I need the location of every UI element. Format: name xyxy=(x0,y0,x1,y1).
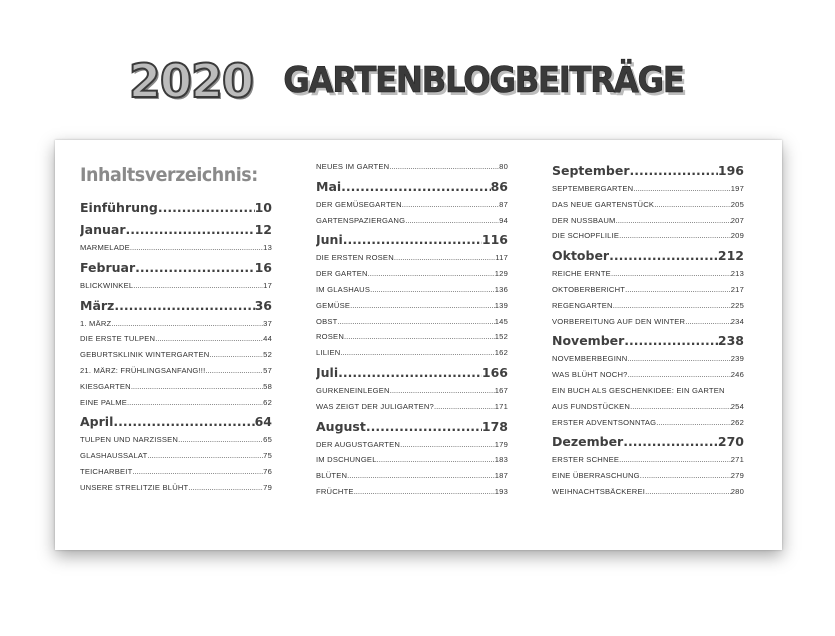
dot-leader xyxy=(633,181,730,197)
toc-entry-row xyxy=(316,329,508,345)
toc-entry-row xyxy=(316,314,508,330)
page-title xyxy=(0,54,835,108)
month-title: Oktober xyxy=(552,248,610,264)
entry-title: GLASHAUSSALAT xyxy=(80,451,148,461)
dot-leader xyxy=(389,159,499,175)
dot-leader xyxy=(613,298,731,314)
toc-month-row xyxy=(316,230,508,250)
entry-title: DER NUSSBAUM xyxy=(552,215,616,225)
toc-entry-row xyxy=(80,363,272,379)
page-number: 212 xyxy=(717,248,744,264)
dot-leader xyxy=(205,363,263,379)
month-title: August xyxy=(316,418,366,434)
entry-title: REGENGARTEN xyxy=(552,300,613,310)
month-title: Juli xyxy=(316,364,339,380)
toc-entry-row xyxy=(80,395,272,411)
page-number: 171 xyxy=(494,401,508,411)
toc-entry-row xyxy=(552,484,744,500)
page-number: 16 xyxy=(254,259,272,275)
toc-month-row xyxy=(316,363,508,383)
toc-entry-row xyxy=(552,452,744,468)
entry-title: IM GLASHAUS xyxy=(316,284,371,294)
entry-title: BLICKWINKEL xyxy=(80,280,134,290)
entry-title: KIESGARTEN xyxy=(80,381,131,391)
toc-month-row xyxy=(80,412,272,432)
dot-leader xyxy=(400,437,495,453)
toc-month-row xyxy=(316,177,508,197)
toc-entry-row xyxy=(316,484,508,500)
toc-column-1 xyxy=(80,140,272,496)
page-number: 279 xyxy=(730,471,744,481)
entry-title: DER GEMÜSEGARTEN xyxy=(316,199,402,209)
entry-title: DER GARTEN xyxy=(316,269,368,279)
toc-month-row xyxy=(552,161,744,181)
dot-leader xyxy=(685,314,730,330)
entry-title: NOVEMBERBEGINN xyxy=(552,354,628,364)
dot-leader xyxy=(623,432,718,452)
entry-title: EIN BUCH ALS GESCHENKIDEE: EIN GARTEN xyxy=(552,385,725,395)
title-year: 2020 xyxy=(128,54,253,108)
page-number: 44 xyxy=(263,334,272,344)
toc-entry-row xyxy=(552,197,744,213)
entry-title: 1. MÄRZ xyxy=(80,318,112,328)
page-number: 213 xyxy=(730,269,744,279)
dot-leader xyxy=(114,296,254,316)
entry-title: OBST xyxy=(316,316,338,326)
dot-leader xyxy=(337,314,494,330)
page-number: 136 xyxy=(494,284,508,294)
toc-entry-row xyxy=(316,282,508,298)
entry-title: 21. MÄRZ: FRÜHLINGSANFANG!!! xyxy=(80,365,206,375)
toc-month-row xyxy=(80,198,272,218)
toc-entry-row xyxy=(552,383,744,399)
dot-leader xyxy=(125,220,254,240)
page-number: 65 xyxy=(263,435,272,445)
entry-title: FRÜCHTE xyxy=(316,486,354,496)
dot-leader xyxy=(130,240,263,256)
dot-leader xyxy=(209,347,263,363)
page-number: 183 xyxy=(494,455,508,465)
dot-leader xyxy=(338,363,482,383)
entry-title: DIE SCHOPFLILIE xyxy=(552,231,620,241)
dot-leader xyxy=(158,198,255,218)
dot-leader xyxy=(434,399,495,415)
page-number: 10 xyxy=(254,200,272,215)
entry-title: TULPEN UND NARZISSEN xyxy=(80,435,179,445)
dot-leader xyxy=(611,266,731,282)
entry-title: UNSERE STRELITZIE BLÜHT xyxy=(80,482,189,492)
toc-entry-row xyxy=(80,432,272,448)
toc-entry-row xyxy=(552,298,744,314)
entry-title: LILIEN xyxy=(316,348,341,358)
dot-leader xyxy=(619,228,731,244)
toc-heading: Inhaltsverzeichnis: xyxy=(80,164,258,186)
toc-month-row xyxy=(80,220,272,240)
toc-month-row xyxy=(552,246,744,266)
entry-title: AUS FUNDSTÜCKEN xyxy=(552,401,631,411)
toc-entry-row xyxy=(552,228,744,244)
toc-entry-row xyxy=(80,331,272,347)
dot-leader xyxy=(350,298,495,314)
page-number: 193 xyxy=(494,486,508,496)
toc-entry-row xyxy=(552,351,744,367)
dot-leader xyxy=(370,282,495,298)
toc-month-row xyxy=(552,331,744,351)
toc-column-3 xyxy=(552,159,744,500)
entry-title: WEIHNACHTSBÄCKEREI xyxy=(552,486,646,496)
dot-leader xyxy=(368,266,495,282)
page-number: 262 xyxy=(730,417,744,427)
page-number: 205 xyxy=(730,199,744,209)
entry-title: EINE ÜBERRASCHUNG... xyxy=(552,471,647,481)
month-title: Februar xyxy=(80,259,136,275)
toc-entry-row xyxy=(552,282,744,298)
page-number: 116 xyxy=(481,232,508,248)
entry-title: GARTENSPAZIERGANG xyxy=(316,215,406,225)
page-number: 197 xyxy=(730,184,744,193)
entry-title: WAS BLÜHT NOCH? xyxy=(552,370,628,380)
page-number: 152 xyxy=(494,332,508,342)
entry-title: ERSTER ADVENTSONNTAG xyxy=(552,417,657,427)
dot-leader xyxy=(113,412,254,432)
dot-leader xyxy=(656,415,730,431)
entry-title: EINE PALME xyxy=(80,397,128,407)
dot-leader xyxy=(402,197,499,213)
page-number: 187 xyxy=(494,471,508,481)
dot-leader xyxy=(654,197,731,213)
dot-leader xyxy=(135,258,254,278)
toc-entry-row xyxy=(316,159,508,175)
toc-entry-row xyxy=(316,437,508,453)
page-number: 271 xyxy=(730,455,744,465)
dot-leader xyxy=(178,432,263,448)
toc-entry-row xyxy=(316,383,508,399)
toc-entry-row xyxy=(552,314,744,330)
dot-leader xyxy=(628,367,731,383)
page-number: 239 xyxy=(730,354,744,364)
page-number: 217 xyxy=(730,284,744,294)
toc-entry-row xyxy=(316,452,508,468)
toc-entry-row xyxy=(80,379,272,395)
page-number: 225 xyxy=(730,300,744,310)
page-number: 75 xyxy=(263,451,272,461)
entry-title: IM DSCHUNGEL xyxy=(316,455,377,465)
month-title: November xyxy=(552,333,625,349)
toc-month-row xyxy=(80,296,272,316)
entry-title: GURKENEINLEGEN xyxy=(316,385,390,395)
page-number: 178 xyxy=(481,418,508,434)
page-number: 270 xyxy=(717,434,744,450)
dot-leader xyxy=(341,177,490,197)
entry-title: DIE ERSTEN ROSEN xyxy=(316,253,394,263)
toc-entry-row xyxy=(552,468,744,484)
entry-title: GEBURTSKLINIK WINTERGARTEN xyxy=(80,350,210,360)
page-number: 17 xyxy=(263,280,272,290)
dot-leader xyxy=(133,278,263,294)
page-number: 207 xyxy=(730,215,744,225)
dot-leader xyxy=(340,345,494,361)
toc-entry-row xyxy=(552,181,744,197)
toc-entry-row xyxy=(316,213,508,229)
page-number: 209 xyxy=(730,231,744,241)
page-number: 234 xyxy=(730,316,744,326)
entry-title: NEUES IM GARTEN xyxy=(316,162,390,171)
page-number: 280 xyxy=(730,486,744,496)
page-number: 196 xyxy=(717,163,744,178)
entry-title: REICHE ERNTE xyxy=(552,269,611,279)
toc-entry-row xyxy=(80,480,272,496)
dot-leader xyxy=(405,213,499,229)
entry-title: DER AUGUSTGARTEN xyxy=(316,439,401,449)
dot-leader xyxy=(616,213,731,229)
entry-title: VORBEREITUNG AUF DEN WINTER xyxy=(552,316,686,326)
dot-leader xyxy=(344,329,495,345)
page-number: 12 xyxy=(254,222,272,237)
toc-entry-row xyxy=(316,250,508,266)
page-number: 37 xyxy=(263,318,272,328)
page-number: 179 xyxy=(494,439,508,449)
dot-leader xyxy=(609,246,718,266)
dot-leader xyxy=(630,161,718,181)
toc-entry-row xyxy=(80,464,272,480)
page-number: 13 xyxy=(263,243,272,252)
entry-title: TEICHARBEIT xyxy=(80,466,133,476)
page-number: 36 xyxy=(254,297,272,313)
month-title: April xyxy=(80,414,114,430)
entry-title: ROSEN xyxy=(316,332,345,342)
dot-leader xyxy=(127,395,263,411)
toc-column-2 xyxy=(316,159,508,500)
dot-leader xyxy=(188,480,263,496)
toc-entry-row xyxy=(80,347,272,363)
dot-leader xyxy=(131,379,263,395)
entry-title: BLÜTEN xyxy=(316,471,348,481)
dot-leader xyxy=(619,452,731,468)
dot-leader xyxy=(354,484,495,500)
page-number: 64 xyxy=(254,414,272,430)
entry-title: MARMELADE xyxy=(80,243,130,252)
page-number: 145 xyxy=(494,316,508,326)
toc-entry-row xyxy=(316,266,508,282)
month-title: Dezember xyxy=(552,434,624,450)
page-number: 79 xyxy=(263,482,272,492)
entry-title: GEMÜSE xyxy=(316,300,351,310)
page-number: 94 xyxy=(499,215,508,225)
page-number: 57 xyxy=(263,365,272,375)
dot-leader xyxy=(111,316,263,332)
page-number: 254 xyxy=(730,401,744,411)
entry-title: ERSTER SCHNEE xyxy=(552,455,620,465)
entry-title: OKTOBERBERICHT xyxy=(552,284,626,294)
entry-title: SEPTEMBERGARTEN xyxy=(552,184,634,193)
toc-entry-row xyxy=(80,278,272,294)
toc-month-row xyxy=(80,258,272,278)
toc-month-row xyxy=(552,432,744,452)
page-number: 167 xyxy=(494,385,508,395)
dot-leader xyxy=(366,417,482,437)
toc-entry-row xyxy=(80,448,272,464)
page-number: 52 xyxy=(263,350,272,360)
page-number: 58 xyxy=(263,381,272,391)
page-number: 80 xyxy=(499,162,508,171)
toc-entry-row xyxy=(552,399,744,415)
dot-leader xyxy=(155,331,263,347)
dot-leader xyxy=(630,399,731,415)
toc-entry-row xyxy=(316,399,508,415)
page-number: 166 xyxy=(481,364,508,380)
month-title: Juni xyxy=(316,232,343,248)
toc-entry-row xyxy=(80,240,272,256)
page-number: 246 xyxy=(730,370,744,380)
toc-entry-row xyxy=(552,266,744,282)
toc-entry-row xyxy=(552,415,744,431)
toc-entry-row xyxy=(80,316,272,332)
dot-leader xyxy=(645,484,731,500)
title-text: GARTENBLOGBEITRÄGE xyxy=(283,60,684,101)
page-number: 86 xyxy=(490,178,508,194)
page-number: 162 xyxy=(494,348,508,358)
toc-month-row xyxy=(316,417,508,437)
dot-leader xyxy=(347,468,495,484)
dot-leader xyxy=(625,282,731,298)
page-number: 76 xyxy=(263,466,272,476)
toc-entry-row xyxy=(316,197,508,213)
month-title: September xyxy=(552,163,630,178)
dot-leader xyxy=(343,230,482,250)
page-number: 129 xyxy=(494,269,508,279)
page-number: 117 xyxy=(495,253,508,263)
dot-leader xyxy=(132,464,263,480)
toc-entry-row xyxy=(552,213,744,229)
entry-title: DIE ERSTE TULPEN xyxy=(80,334,156,344)
dot-leader xyxy=(377,452,495,468)
page-number: 87 xyxy=(499,199,508,209)
dot-leader xyxy=(627,351,730,367)
dot-leader xyxy=(647,468,731,484)
dot-leader xyxy=(394,250,495,266)
month-title: Einführung xyxy=(80,200,158,215)
page-number: 238 xyxy=(717,333,744,349)
toc-entry-row xyxy=(316,468,508,484)
month-title: März xyxy=(80,297,115,313)
page-number: 62 xyxy=(263,397,272,407)
toc-sheet xyxy=(55,140,782,550)
dot-leader xyxy=(390,383,495,399)
page-number: 139 xyxy=(494,300,508,310)
entry-title: DAS NEUE GARTENSTÜCK xyxy=(552,199,655,209)
toc-entry-row xyxy=(316,298,508,314)
toc-entry-row xyxy=(552,367,744,383)
month-title: Januar xyxy=(80,222,126,237)
month-title: Mai xyxy=(316,178,342,194)
dot-leader xyxy=(147,448,263,464)
toc-entry-row xyxy=(316,345,508,361)
entry-title: WAS ZEIGT DER JULIGARTEN? xyxy=(316,401,434,411)
dot-leader xyxy=(624,331,718,351)
